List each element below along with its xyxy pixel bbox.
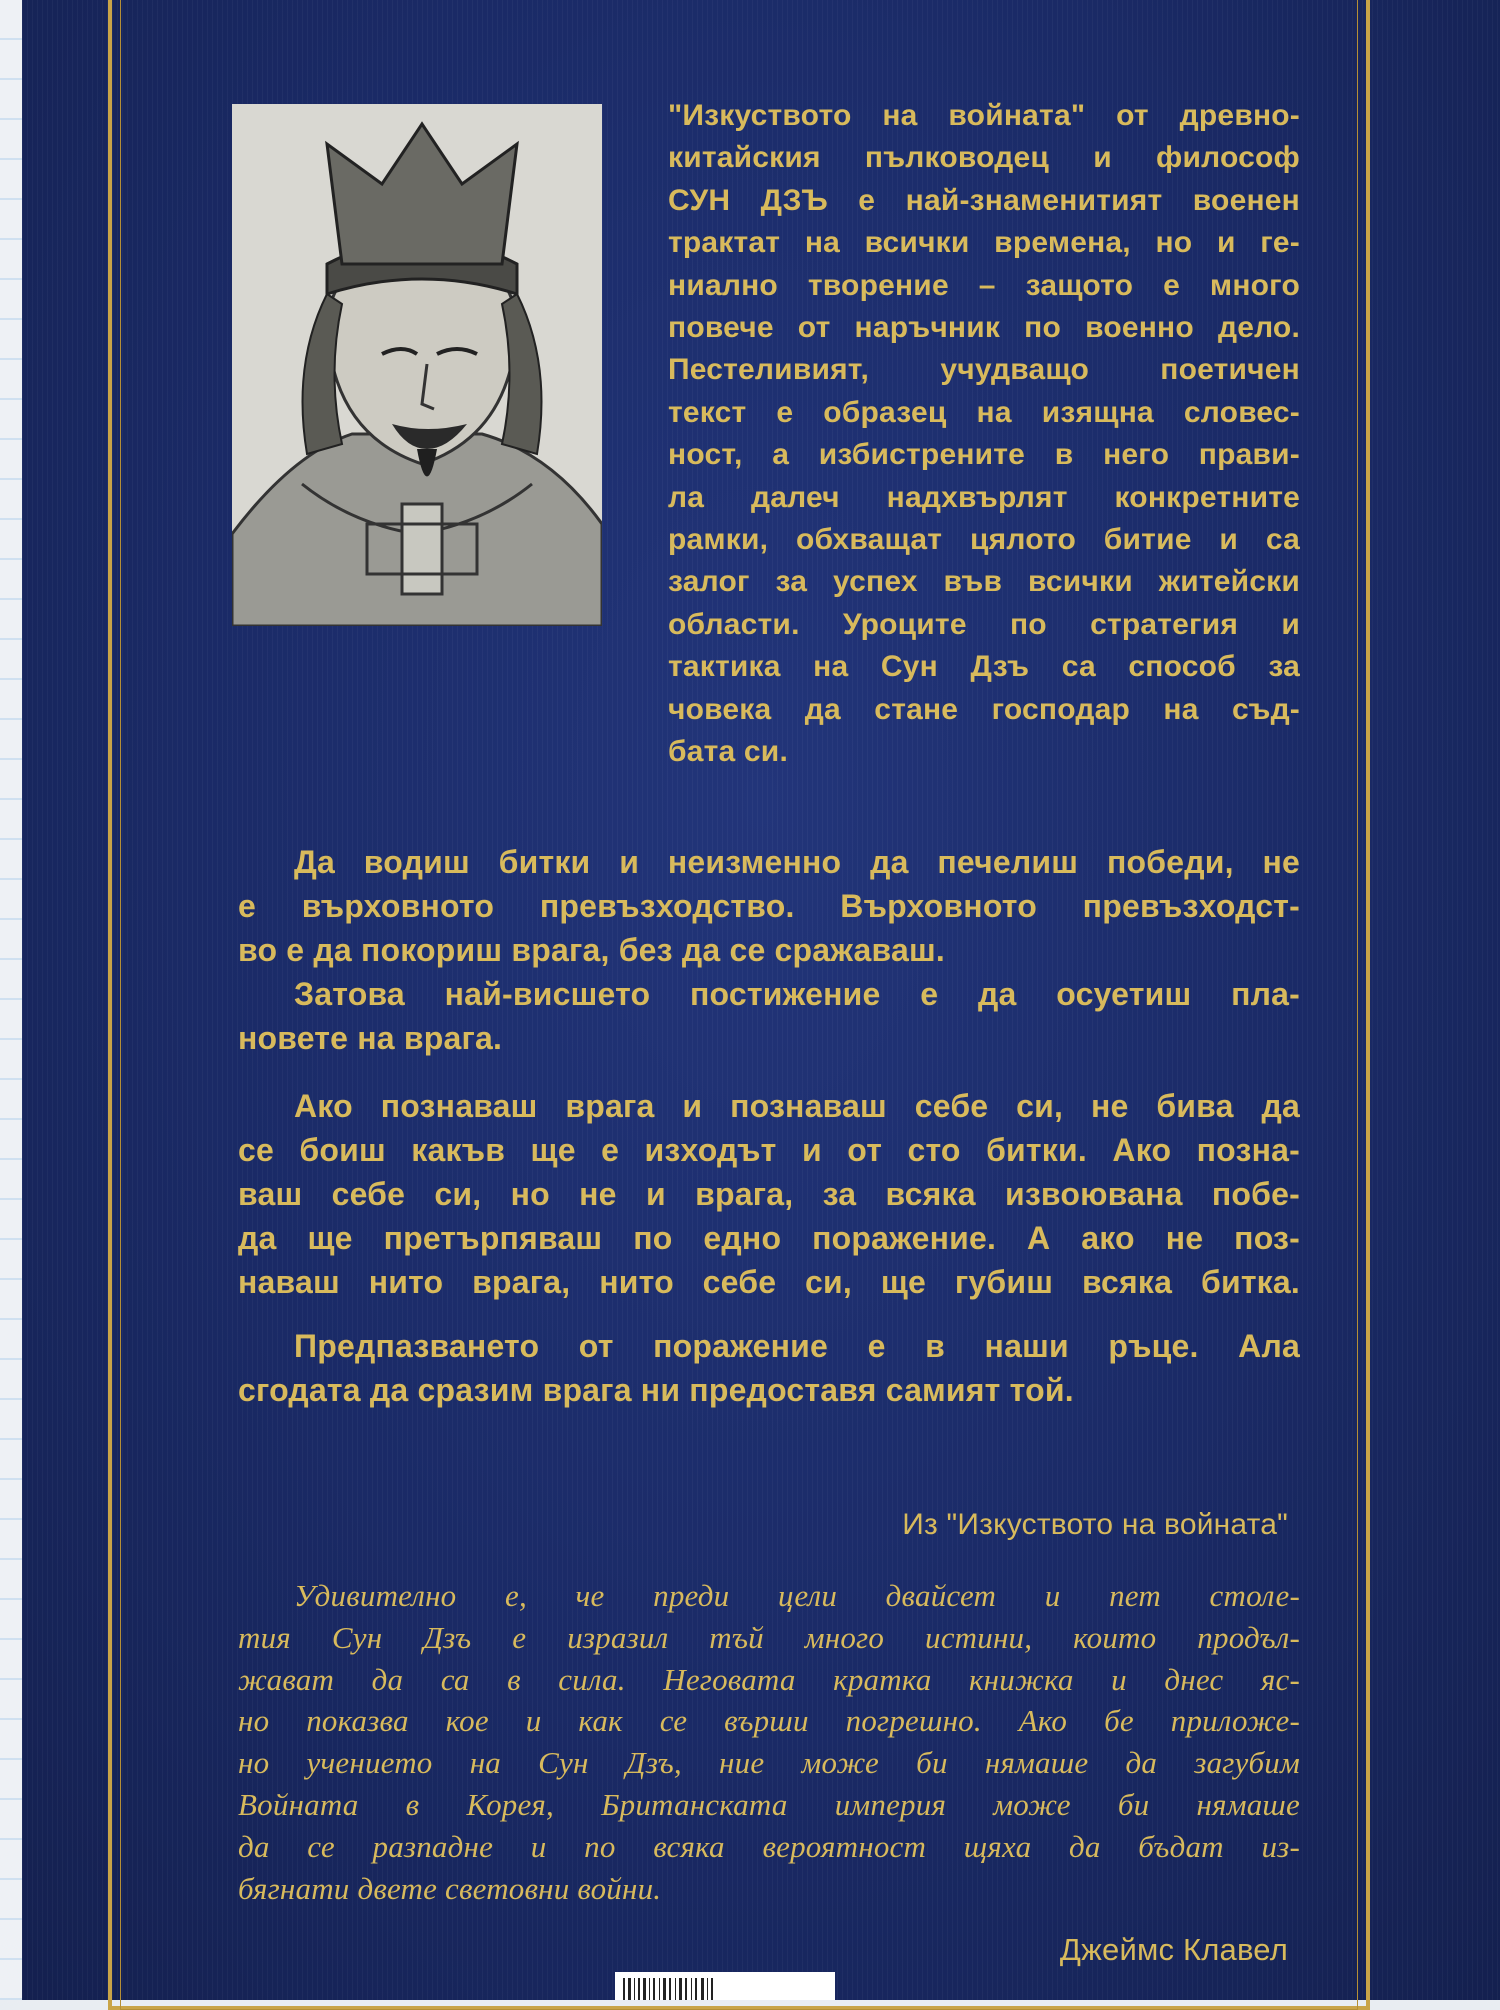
- commentary-line: жават да са в сила. Неговата кратка книжка и днес яс-: [238, 1661, 1300, 1697]
- quote-line: Затова най-висшето постижение е да осуетиш пла-: [294, 976, 1300, 1012]
- quote-line: е върховното превъзходство. Върховното превъзходст-: [238, 888, 1300, 924]
- commentary-line: Удивително е, че преди цели двайсет и пет столе-: [294, 1578, 1300, 1613]
- description-line: СУН ДЗЪ е най-знаменитият военен: [668, 183, 1300, 217]
- quote-line: ваш себе си, но не и врага, за всяка извоювана побе-: [238, 1176, 1300, 1212]
- quote-line: сгодата да сразим врага ни предоставя самият той.: [238, 1372, 1074, 1408]
- commentary-block: [238, 1575, 1300, 1909]
- quote-line: Предпазването от поражение е в наши ръце. Ала: [294, 1328, 1300, 1364]
- quote-line: новете на врага.: [238, 1020, 503, 1056]
- quote-line: Да водиш битки и неизменно да печелиш победи, не: [294, 844, 1300, 880]
- quote-line: Ако познаваш врага и познаваш себе си, не бива да: [294, 1088, 1300, 1124]
- description-line: Пестеливият, учудващо поетичен: [668, 353, 1300, 387]
- sun-tzu-portrait: [232, 104, 602, 626]
- description-line: области. Уроците по стратегия и: [668, 607, 1300, 641]
- barcode-sticker: [615, 1972, 835, 2000]
- commentary-line: но показва кое и как се върши погрешно. Ако бе приложе-: [238, 1703, 1300, 1739]
- description-line: залог за успех във всички житейски: [668, 565, 1300, 599]
- commentary-line: но учението на Сун Дзъ, ние може би нямаше да загубим: [238, 1745, 1300, 1781]
- description-line: ла далеч надхвърлят конкретните: [668, 480, 1300, 514]
- description-line: китайския пълководец и философ: [668, 141, 1300, 175]
- quote-line: наваш нито врага, нито себе си, ще губиш всяка битка.: [238, 1264, 1300, 1300]
- quote-line: во е да покориш врага, без да се сражаваш.: [238, 932, 945, 968]
- description-line: човека да стане господар на съд-: [668, 692, 1300, 726]
- page-edge: [0, 0, 22, 2000]
- description-line: рамки, обхващат цялото битие и са: [668, 523, 1300, 557]
- description-line: ниално творение – защото е много: [668, 268, 1300, 302]
- description-line: ност, а избистрените в него прави-: [668, 438, 1300, 472]
- quote-line: се боиш какъв ще е изходът и от сто битки. Ако позна-: [238, 1132, 1300, 1168]
- description-line: текст е образец на изящна словес-: [668, 395, 1300, 429]
- description-line: бата си.: [668, 735, 788, 769]
- quote-attribution: Из "Изкуството на войната": [902, 1508, 1288, 1541]
- commentary-line: да се разпадне и по всяка вероятност щяха да бъдат из-: [238, 1828, 1300, 1864]
- description-line: "Изкуството на войната" от древно-: [668, 99, 1300, 132]
- book-description: [668, 95, 1300, 774]
- commentary-line: Войната в Корея, Британската империя може би нямаше: [238, 1786, 1300, 1822]
- quote-block: [238, 840, 1300, 1412]
- commentary-line: бягнати двете световни войни.: [238, 1870, 662, 1906]
- paragraph-gap: [238, 1304, 1300, 1324]
- description-line: трактат на всички времена, но и ге-: [668, 226, 1300, 260]
- commentary-author: Джеймс Клавел: [1059, 1932, 1288, 1967]
- quote-line: да ще претърпяваш по едно поражение. А ако не поз-: [238, 1220, 1300, 1256]
- description-line: повече от наръчник по военно дело.: [668, 311, 1300, 345]
- commentary-line: тия Сун Дзъ е изразил тъй много истини, които продъл-: [238, 1619, 1300, 1655]
- description-line: тактика на Сун Дзъ са способ за: [668, 650, 1300, 684]
- paragraph-gap: [238, 1060, 1300, 1084]
